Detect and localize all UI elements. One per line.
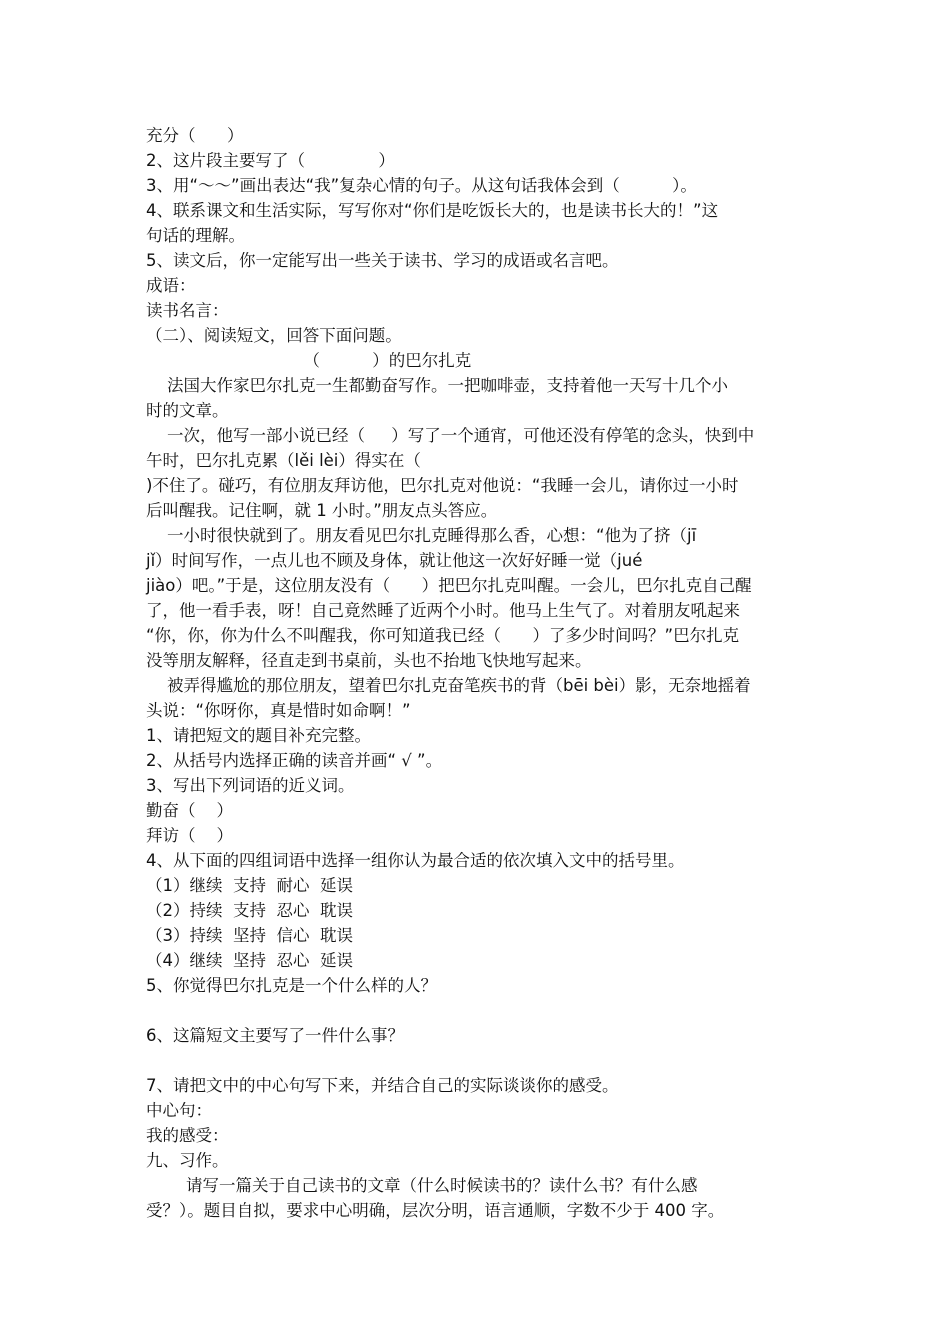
option-3: （3）持续 坚持 信心 耽误 xyxy=(146,926,353,945)
question-4: 4、从下面的四组词语中选择一组你认为最合适的依次填入文中的括号里。 xyxy=(146,851,685,870)
option-2: （2）持续 支持 忍心 耽误 xyxy=(146,901,353,920)
synonym-item: 勤奋（ ） xyxy=(146,801,233,820)
blank-line xyxy=(146,998,818,1023)
central-sentence-label: 中心句： xyxy=(146,1101,212,1120)
question-5: 5、你觉得巴尔扎克是一个什么样的人？ xyxy=(146,976,437,995)
section-heading: （二）、阅读短文，回答下面问题。 xyxy=(146,326,402,345)
composition-prompt: 受？）。题目自拟，要求中心明确，层次分明，语言通顺，字数不少于 400 字。 xyxy=(146,1201,725,1220)
question-2: 2、从括号内选择正确的读音并画“ √ ”。 xyxy=(146,751,443,770)
question-3: 3、写出下列词语的近义词。 xyxy=(146,776,355,795)
passage-line: “你，你，你为什么不叫醒我，你可知道我已经（ ）了多少时间吗？”巴尔扎克 xyxy=(146,626,740,645)
composition-prompt: 请写一篇关于自己读书的文章（什么时候读书的？读什么书？有什么感 xyxy=(186,1176,698,1195)
synonym-item: 拜访（ ） xyxy=(146,826,233,845)
passage-line: 时的文章。 xyxy=(146,401,229,420)
passage-line: 法国大作家巴尔扎克一生都勤奋写作。一把咖啡壶，支持着他一天写十几个小 xyxy=(146,376,728,395)
question-3: 3、用“～～”画出表达“我”复杂心情的句子。从这句话我体会到（ ）。 xyxy=(146,176,697,195)
question-6: 6、这篇短文主要写了一件什么事？ xyxy=(146,1026,404,1045)
document-body xyxy=(146,123,818,1223)
passage-line: 一次，他写一部小说已经（ ）写了一个通宵，可他还没有停笔的念头，快到中 xyxy=(146,426,755,445)
passage-title: （ ）的巴尔扎克 xyxy=(146,351,472,370)
passage-line: 头说：“你呀你，真是惜时如命啊！” xyxy=(146,701,411,720)
passage-line: )不住了。碰巧，有位朋友拜访他，巴尔扎克对他说：“我睡一会儿，请你过一小时 xyxy=(146,476,739,495)
option-4: （4）继续 坚持 忍心 延误 xyxy=(146,951,353,970)
question-1: 1、请把短文的题目补充完整。 xyxy=(146,726,371,745)
passage-line: 后叫醒我。记住啊，就 1 小时。”朋友点头答应。 xyxy=(146,501,498,520)
passage-line: 了，他一看手表，呀！自己竟然睡了近两个小时。他马上生气了。对着朋友吼起来 xyxy=(146,601,740,620)
question-4: 4、联系课文和生活实际，写写你对“你们是吃饭长大的，也是读书长大的！”这 xyxy=(146,201,719,220)
idioms-label: 成语： xyxy=(146,276,196,295)
question-5: 5、读文后，你一定能写出一些关于读书、学习的成语或名言吧。 xyxy=(146,251,619,270)
question-7: 7、请把文中的中心句写下来，并结合自己的实际谈谈你的感受。 xyxy=(146,1076,619,1095)
passage-line: jǐ）时间写作，一点儿也不顾及身体，就让他这一次好好睡一觉（jué xyxy=(146,551,643,570)
passage-line: 被弄得尴尬的那位朋友，望着巴尔扎克奋笔疾书的背（bēi bèi）影，无奈地摇着 xyxy=(146,676,751,695)
blank-line xyxy=(146,1048,818,1073)
passage-line: 一小时很快就到了。朋友看见巴尔扎克睡得那么香，心想：“他为了挤（jī xyxy=(146,526,697,545)
passage-line: jiào）吧。”于是，这位朋友没有（ ）把巴尔扎克叫醒。一会儿，巴尔扎克自己醒 xyxy=(146,576,752,595)
option-1: （1）继续 支持 耐心 延误 xyxy=(146,876,353,895)
feeling-label: 我的感受： xyxy=(146,1126,229,1145)
passage-line: 没等朋友解释，径直走到书桌前，头也不抬地飞快地写起来。 xyxy=(146,651,592,670)
composition-heading: 九、习作。 xyxy=(146,1151,229,1170)
passage-line: 午时，巴尔扎克累（lěi lèi）得实在（ xyxy=(146,451,421,470)
text-line: 充分（ ） xyxy=(146,126,244,145)
text-line: 句话的理解。 xyxy=(146,226,245,245)
quotes-label: 读书名言： xyxy=(146,301,229,320)
question-2: 2、这片段主要写了（ ） xyxy=(146,151,395,170)
